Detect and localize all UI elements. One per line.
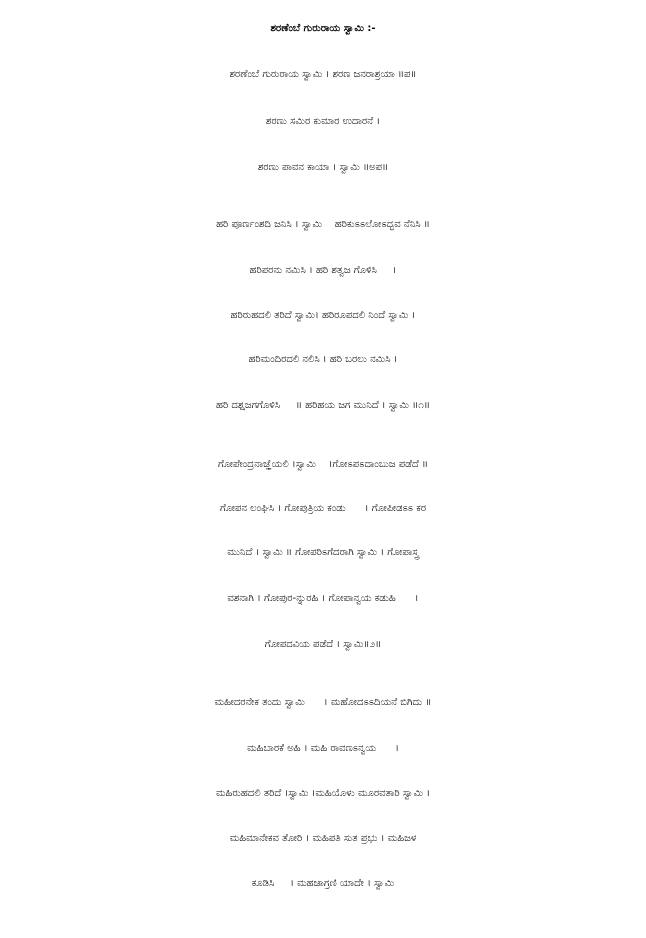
verse-line: ಹರಿಮಂದಿರದಲಿ ನಲಿಸಿ । ಹರಿ ಬರಲು ನಮಿಸಿ । (248, 354, 398, 365)
verse-line: ಹರಿಪರನು ನಮಿಸಿ । ಹರಿ ಶತ್ವಜ ಗೊಳಿಸಿ । (249, 265, 397, 276)
verse-line: ಶರಣೆಂಬೆ ಗುರುರಾಯ ಸ್ವಾಮಿ । ಶರಣ ಜನರಾಶ್ರಯಾ ॥ಪ॥ (229, 69, 417, 80)
verse-line: ಮಹಿರುಹದಲಿ ತರಿದೆ ।ಸ್ವಾಮಿ ।ಮಹಿಯೊಳು ಮೂರವತಾರಿ ಸ್ವಾಮಿ । (215, 788, 430, 799)
verse-line: ಮಹಿಬಾರಕೆ ಅಹಿ । ಮಹಿ ರಾವಣಽನ್ವಯ । (247, 743, 399, 754)
verse-line: ವಶನಾಗಿ । ಗೋಪುರ-ನ್ನುರಹಿ । ಗೋಪಾನ್ವಯ ಕಡುಹಿ । (227, 593, 419, 604)
verse-line: ಮಹಿಮಾನೇಕವ ತೋರಿ । ಮಹಿಪತಿ ಸುತ ಪ್ರಭು । ಮಹಿಜಳ (229, 833, 417, 844)
verse-line: ಗೋಪೇಂದ್ರನಾಜ್ಞೆಯಲಿ ।ಸ್ವಾಮಿ ।ಗೋಽಪಽದಾಂಬುಜ ಪಡೆದೆ ॥ (217, 459, 429, 470)
verse-line: ಗೋಪನ ಲಂಘಿಸಿ । ಗೋಪುತ್ರಿಯ ಕಂಡು । ಗೋಪೀಡಽಽ ಕರ (219, 503, 427, 514)
verse-line: ಹರಿ ಪೂರ್ಣಂಶದಿ ಜನಿಸಿ । ಸ್ವಾಮಿ ಹರಿಕುಽಽಲೋಽದ್ಭವ ನೆನಿಸಿ ॥ (216, 219, 430, 230)
verse-line: ಶರಣು ಪಾವನ ಕಾಯಾ । ಸ್ವಾಮಿ ॥ಅಪ॥ (257, 162, 389, 173)
verse-line: ಹರಿರುಹದಲಿ ತರಿದೆ ಸ್ವಾಮಿ। ಹರಿರೂಪದಲಿ ನಿಂದೆ ಸ್ವಾಮಿ । (230, 310, 416, 321)
verse-line: ಮುನಿದೆ । ಸ್ವಾಮಿ ॥ ಗೋಪರಿಽಗೆದರಾಗಿ ಸ್ವಾಮಿ । ಗೋಪಾಸ್ತ್ರ (227, 547, 419, 558)
verse-line: ಶರಣು ಸಮಿರ ಕುಮಾರ ಉದಾರನೆ । (265, 116, 381, 127)
verse-line: ಕೂಡಿಸಿ । ಮಹಜಾಗ್ರಣಿ ಯಾದೇ । ಸ್ವಾಮಿ (251, 878, 395, 889)
verse-line: ಗೋಪದವಿಯ ಪಡೆದೆ । ಸ್ವಾಮಿ॥೨॥ (264, 639, 382, 650)
verse-line: ಮಹೀದರನೇಕ ತಂದು ಸ್ವಾಮಿ । ಮಹೋದಽಽದಿಯನೆ ಬಿಗಿದು ॥ (214, 697, 432, 708)
poem-title: ಶರಣೆಂಬೆ ಗುರುರಾಯ ಸ್ವಾಮಿ :- (270, 23, 376, 34)
verse-line: ಹರಿ ದಶ್ಷಜಗಗೊಳಿಸಿ ॥ ಹರಿಹಯ ಜಗ ಮುನಿದೆ । ಸ್ವಾಮಿ ॥೧॥ (216, 400, 430, 411)
